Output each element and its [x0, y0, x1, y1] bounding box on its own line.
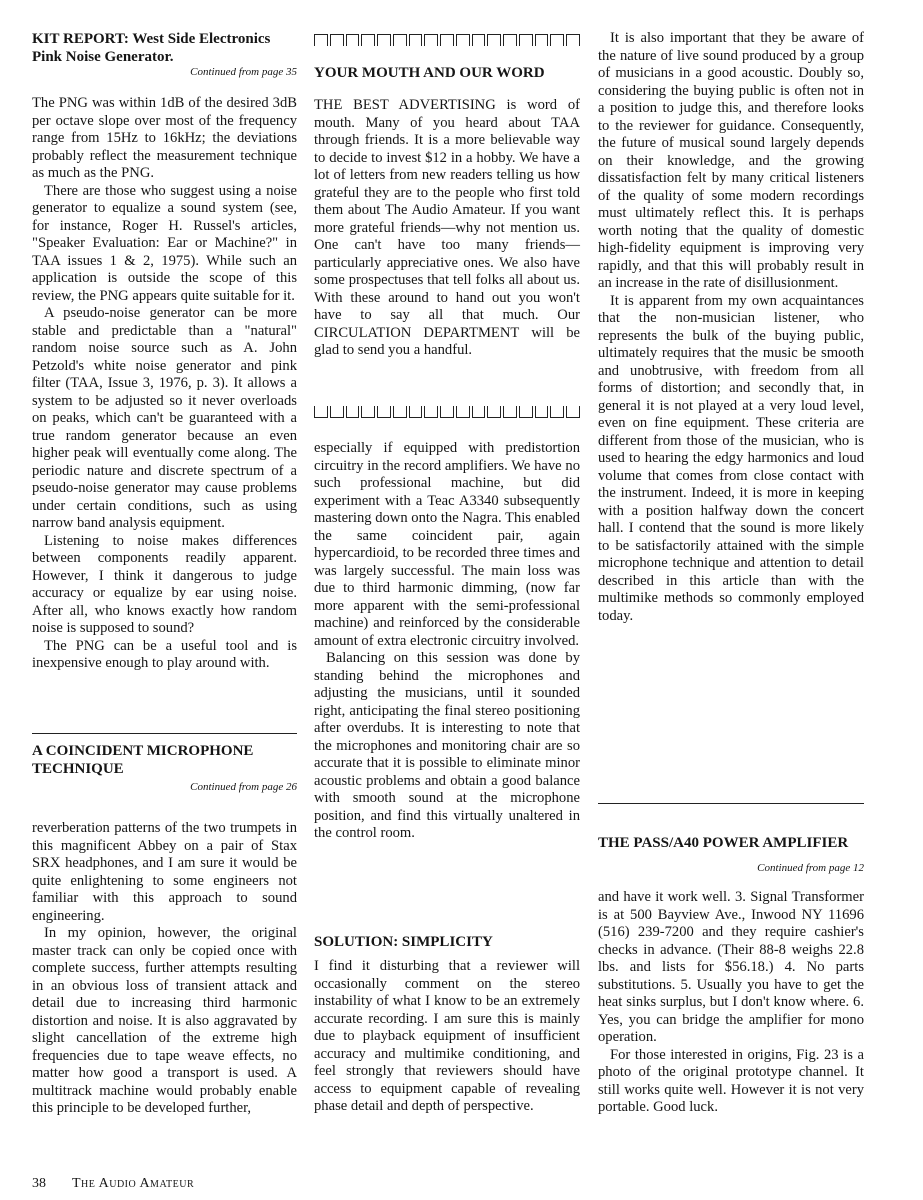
pass-amplifier-body	[598, 889, 864, 1117]
paragraph: For those interested in origins, Fig. 23 is a photo of the original prototype channel. It still works quite well. However it is not very portable. Good luck.	[598, 1046, 864, 1115]
kit-continued-note: Continued from page 35	[190, 66, 297, 78]
text: is word of mouth. Many of you heard about TAA through friends. It is a more believable way to decide to invest $12 in a hobby. We have a lot of letters from new readers telling us how grateful they are to the people who first told them about The Audio Amateur. If you want more grateful friends—why not mention us. One can't have too many friends—particularly appreciative ones. We also have some prospectuses that tell folks all about us. With these around to hand out you won't have to say all that much. Our	[314, 97, 580, 323]
decorative-border-bottom	[314, 404, 580, 418]
paragraph: Balancing on this session was done by standing behind the microphones and adjusting the musicians, until it sounded right, anticipating the final stereo positioning after overdubs. It is interesting to note that the microphones and monitoring chair are so accurate that it is possible to eliminate minor acoustic problems and obtain a good balance with smooth sound at the microphone position, and find this virtually unaltered in the control room.	[314, 650, 580, 841]
circulation-department: CIRCULATION DEPARTMENT	[314, 324, 520, 341]
paragraph: There are those who suggest using a noise generator to equalize a sound system (see, for instance, Roger H. Russel's articles, "Speaker Evaluation: Ear or Machine?" in TAA issues 1 & 2, 1975). While such an application is outside the scope of this review, the PNG appears quite suitable for it.	[32, 182, 297, 304]
pass-amplifier-title: THE PASS/A40 POWER AMPLIFIER	[598, 835, 849, 851]
paragraph: I find it disturbing that a reviewer will occasionally comment on the stereo instability of what I know to be an extremely accurate recording. I am sure this is mainly due to playback equipment of insufficient accuracy and multimike conditioning, and feel strongly that reviewers should have access to equipment capable of revealing phase detail and depth of perspective.	[314, 958, 580, 1114]
mouth-word-title: YOUR MOUTH AND OUR WORD	[314, 65, 545, 81]
paragraph: It is apparent from my own acquaintances that the non-musician listener, who represents the bulk of the buying public, ultimately requires that the music be smooth and unobtrusive, with freedom from all forms of distortion; and secondly that, in general it is not played at a very loud level, even on fine equipment. These criteria are different from those of the musician, who is used to hearing the edgy harmonics and loud volume that comes from close contact with the instrument. Indeed, it is more in keeping with a position halfway down the concert hall. I contend that the sound is more likely to be satisfactorily attained with the simple microphone technique and attention to detail described in this article than with the multimike methods so commonly employed today.	[598, 292, 864, 624]
text: will be glad to send you a handful.	[314, 324, 580, 358]
paragraph: A pseudo-noise generator can be more stable and predictable than a "natural" random noise source such as A. John Petzold's white noise generator and pink filter (TAA, Issue 3, 1976, p. 3). It allows a system to be adjusted so it never overloads on peaks, which can't be guaranteed with a true random generator because an even higher peak will eventually come along. The periodic nature and discrete spectrum of a pseudo-noise generator may cause problems under certain conditions, such as using narrow band analysis equipment.	[32, 305, 297, 531]
paragraph: reverberation patterns of the two trumpets in this magnificent Abbey on a pair of Stax SRX headphones, and I am sure it would be quite enlightening to some engineers not familiar with this approach to sound engineering.	[32, 820, 297, 924]
solution-body	[314, 958, 580, 1116]
mic-technique-body	[32, 820, 297, 1118]
pass-continued-note: Continued from page 12	[757, 862, 864, 874]
mic-technique-continued	[314, 440, 580, 843]
lead-in: THE BEST ADVERTISING	[314, 97, 496, 113]
solution-continued	[598, 30, 864, 625]
paragraph: In my opinion, however, the original master track can only be copied once with complete success, further attempts resulting in an obvious loss of transient attack and detail due to increasing third harmonic distortion and noise. It is also aggravated by slight cancellation of the extreme high frequencies due to tape weave effects, no matter how good a transport is used. A multitrack machine would probably enable this principle to be developed further,	[32, 925, 297, 1116]
section-divider	[32, 733, 297, 734]
paragraph: and have it work well. 3. Signal Transformer is at 500 Bayview Ave., Inwood NY 11696 (516) 239-7200 and they require cashier's checks in advance. (Their 88-8 weighs 22.8 lbs. and lists for $56.18.) 4. No parts substitutions. 5. Usually you have to get the heat sinks surplus, but I don't know where. 6. Yes, you can bridge the amplifier for mono operation.	[598, 889, 864, 1045]
paragraph: Listening to noise makes differences between components readily apparent. However, I think it dangerous to judge accuracy or equalize by ear using noise. After all, who knows exactly how random noise is supposed to sound?	[32, 532, 297, 636]
paragraph: The PNG can be a useful tool and is inexpensive enough to play around with.	[32, 637, 297, 671]
paragraph: especially if equipped with predistortion circuitry in the record amplifiers. We have no such professional machine, but did experiment with a Teac A3340 subsequently mastering down onto the Nagra. This enabled the same coincident pair, again hypercardioid, to be recorded three times and was largely successful. The main loss was due to third harmonic dimming, (now far more apparent with the semi-professional machine) and reinforced by the considerable amount of extra electronic circuitry involved.	[314, 440, 581, 649]
kit-report-body	[32, 95, 297, 673]
paragraph: It is also important that they be aware of the nature of live sound produced by a group of musicians in a good acoustic. Doubly so, considering the buying public is often not in a position to judge this, and therefore looks to the reviewer for guidance. Consequently, the future of musical sound largely depends on their knowledge, and the growing dissatisfaction felt by many critical listeners of the quality of some modern recordings must ultimately reflect this. It is perhaps worth noting that the quality of domestic high-fidelity equipment is improving very rapidly, and that this will probably result in an increase in the rate of disillusionment.	[598, 30, 864, 291]
publication-name: The Audio Amateur	[72, 1176, 195, 1191]
page-number: 38	[32, 1176, 46, 1191]
paragraph: The PNG was within 1dB of the desired 3dB per octave slope over most of the frequency range from 15Hz to 16kHz; the deviations probably reflect the measurement technique as much as the PNG.	[32, 95, 297, 181]
mouth-word-body	[314, 97, 580, 360]
decorative-border-top	[314, 32, 580, 46]
mic-technique-title: A COINCIDENT MICROPHONE TECHNIQUE	[32, 743, 254, 777]
section-divider	[598, 803, 864, 804]
mic-continued-note: Continued from page 26	[190, 781, 297, 793]
paragraph	[314, 97, 580, 360]
kit-report-title: KIT REPORT: West Side Electronics Pink Noise Generator.	[32, 31, 271, 65]
page-footer	[32, 1176, 194, 1192]
solution-title: SOLUTION: SIMPLICITY	[314, 934, 493, 950]
